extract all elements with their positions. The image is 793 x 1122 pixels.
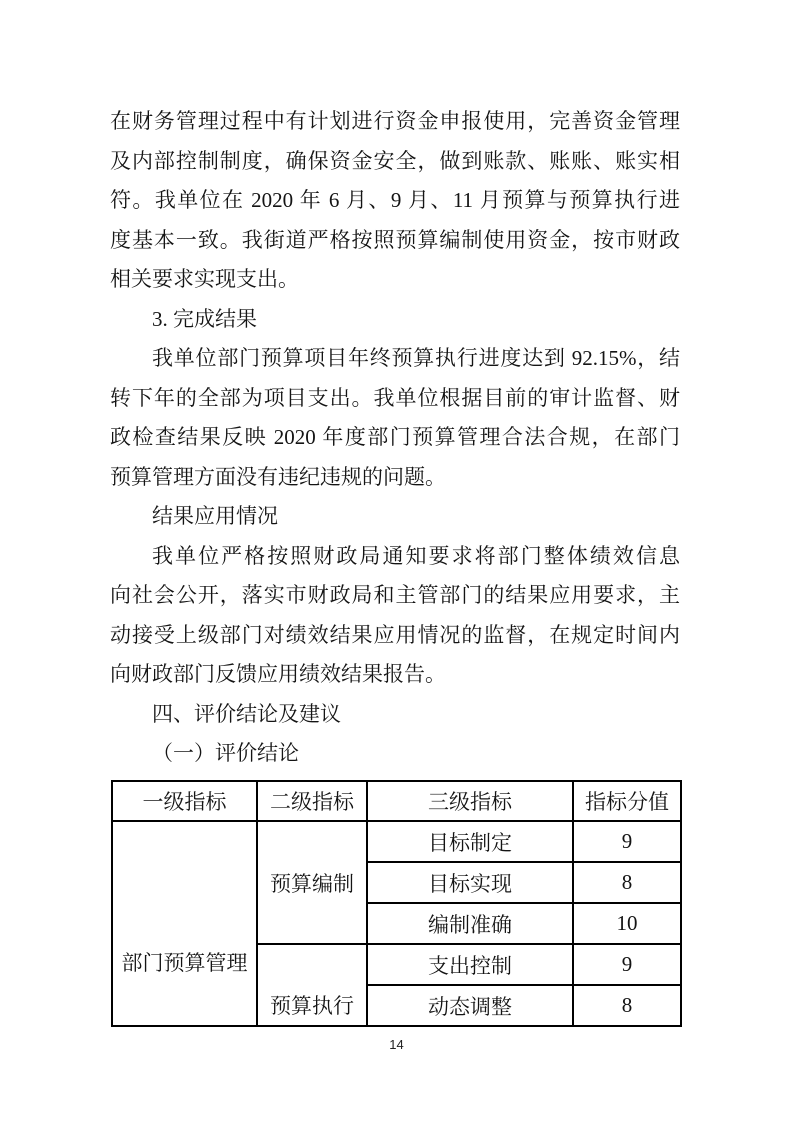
body-text-line: 政检查结果反映 2020 年度部门预算管理合法合规，在部门	[110, 425, 680, 449]
body-text-block	[110, 102, 680, 774]
body-text-line: 及内部控制制度，确保资金安全，做到账款、账账、账实相	[110, 148, 680, 173]
table-header-cell: 一级指标	[112, 781, 257, 821]
body-text-line: 动接受上级部门对绩效结果应用情况的监督，在规定时间内	[110, 622, 680, 647]
table-row	[112, 821, 681, 862]
body-text-line: 度基本一致。我街道严格按照预算编制使用资金，按市财政	[110, 227, 680, 252]
subsection-heading: 结果应用情况	[152, 504, 278, 528]
page-number: 14	[389, 1037, 404, 1052]
body-text-line: 符。我单位在 2020 年 6 月、9 月、11 月预算与预算执行进	[110, 188, 680, 212]
table-header-cell: 指标分值	[573, 781, 681, 821]
level3-indicator-cell: 动态调整	[367, 985, 573, 1026]
body-text-line: 我单位严格按照财政局通知要求将部门整体绩效信息	[152, 543, 680, 568]
indicator-score-cell: 9	[573, 944, 681, 985]
evaluation-indicator-table	[111, 780, 682, 1027]
body-text-line: 转下年的全部为项目支出。我单位根据目前的审计监督、财	[110, 385, 680, 410]
body-text-line: 向社会公开，落实市财政局和主管部门的结果应用要求，主	[110, 583, 680, 607]
subsection-heading: （一）评价结论	[152, 741, 299, 765]
level3-indicator-cell: 支出控制	[367, 944, 573, 985]
level2-indicator-cell: 预算编制	[257, 821, 367, 944]
body-text-line: 预算管理方面没有违纪违规的问题。	[110, 464, 446, 489]
table-header-cell: 三级指标	[367, 781, 573, 821]
body-text-line: 我单位部门预算项目年终预算执行进度达到 92.15%，结	[152, 346, 680, 370]
table-header-row	[112, 781, 681, 821]
indicator-score-cell: 10	[573, 903, 681, 944]
level1-indicator-cell: 部门预算管理	[112, 821, 257, 1026]
body-text-line: 在财务管理过程中有计划进行资金申报使用，完善资金管理	[110, 109, 680, 133]
indicator-score-cell: 8	[573, 862, 681, 903]
section-heading: 四、评价结论及建议	[152, 701, 341, 726]
body-text-line: 相关要求实现支出。	[110, 267, 299, 291]
level3-indicator-cell: 目标制定	[367, 821, 573, 862]
indicator-score-cell: 8	[573, 985, 681, 1026]
level3-indicator-cell: 目标实现	[367, 862, 573, 903]
body-text-line: 向财政部门反馈应用绩效结果报告。	[110, 662, 446, 686]
indicator-score-cell: 9	[573, 821, 681, 862]
level2-indicator-cell: 预算执行	[257, 944, 367, 1026]
table-header-cell: 二级指标	[257, 781, 367, 821]
level3-indicator-cell: 编制准确	[367, 903, 573, 944]
subsection-heading: 3. 完成结果	[152, 306, 257, 331]
